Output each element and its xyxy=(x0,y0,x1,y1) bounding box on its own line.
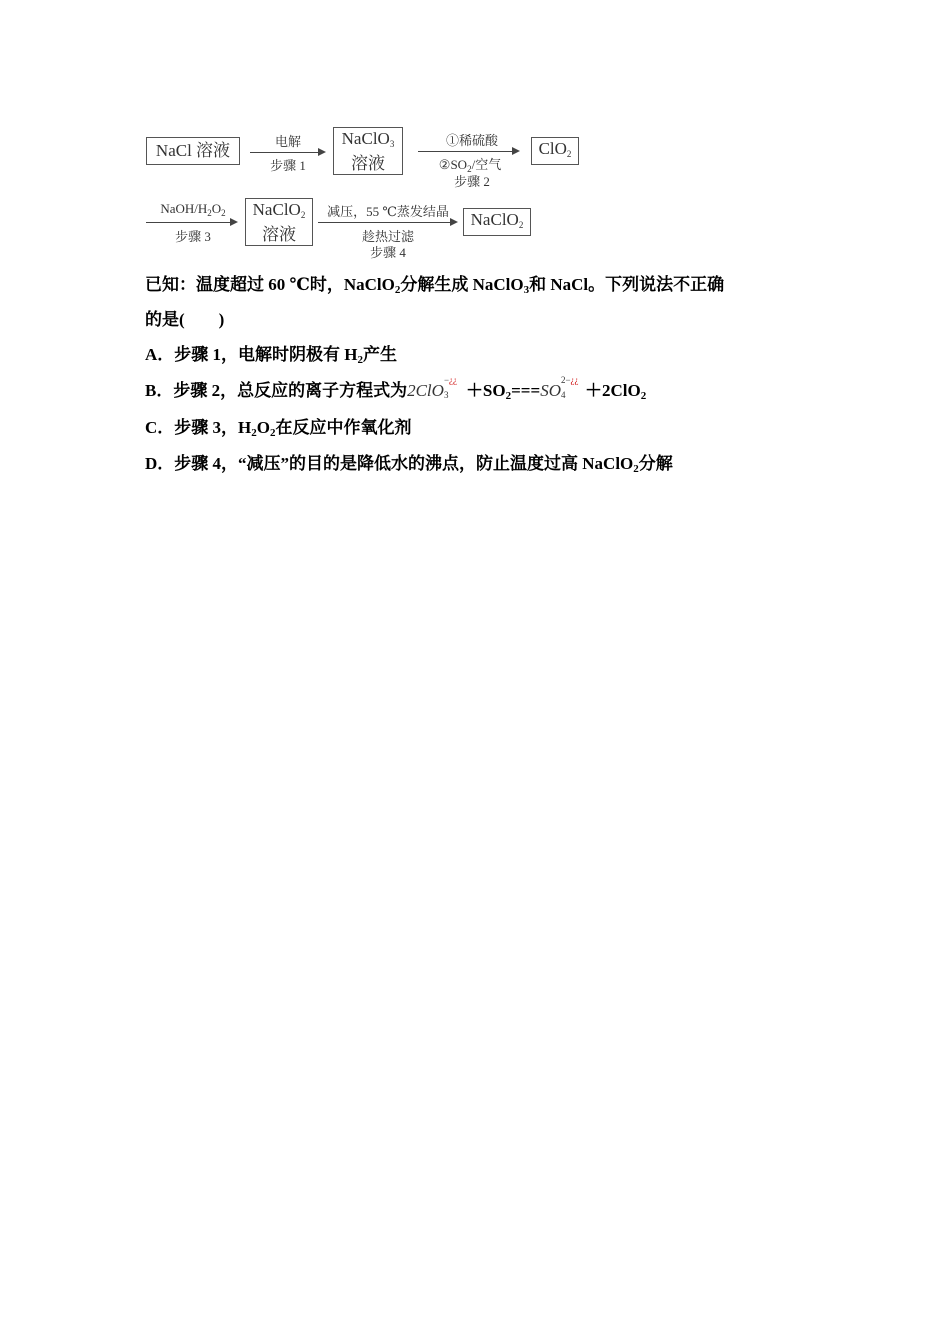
option-b-ion2-formula: SO xyxy=(540,381,561,400)
step4-arrow xyxy=(318,222,456,223)
step2-label xyxy=(422,171,522,190)
option-b-mid: ＋SO xyxy=(465,381,506,400)
step2-mid-b: /空气 xyxy=(471,157,502,172)
naclo2-product-label xyxy=(471,210,524,235)
step2-label-text: 步骤 2 xyxy=(454,174,490,189)
option-b-ion1-charge: − xyxy=(443,375,450,385)
stem-part-c: 和 NaCl。下列说法不正确 xyxy=(529,275,725,294)
option-b-ion2-garble: ¿¿ xyxy=(570,375,579,385)
option-b-pre: B．步骤 2，总反应的离子方程式为 xyxy=(145,381,408,400)
question-stem-line2 xyxy=(145,305,224,330)
step3-top-sub1: 2 xyxy=(207,208,212,218)
option-b-ion2-charge: 2− xyxy=(560,375,571,385)
naclo2-label xyxy=(253,200,306,225)
step3-top-b: O xyxy=(211,201,222,216)
naclo3-solution-box xyxy=(333,127,403,175)
option-d-sub: 2 xyxy=(633,463,639,475)
option-b-ion1-sup-group xyxy=(444,375,457,385)
step4-top-text: 减压，55 ℃蒸发结晶 xyxy=(327,204,449,219)
naclo2-product-formula: NaClO xyxy=(470,209,519,229)
step4-label xyxy=(318,242,458,261)
option-b-mid-sub: 2 xyxy=(505,390,512,402)
option-c-sub1: 2 xyxy=(251,427,257,439)
stem-sub1: 2 xyxy=(394,284,401,296)
stem-part-b: 分解生成 NaClO xyxy=(400,275,524,294)
clo2-label xyxy=(539,139,572,164)
step2-arrow xyxy=(418,151,518,152)
step1-condition xyxy=(258,131,318,150)
clo2-formula: ClO xyxy=(538,138,567,158)
option-d-pre: D．步骤 4，“减压”的目的是降低水的沸点，防止温度过高 NaClO xyxy=(145,454,634,473)
step1-label xyxy=(258,155,318,174)
naclo2-subscript: 2 xyxy=(300,209,306,220)
question-stem-line1 xyxy=(145,270,724,296)
naclo3-formula: NaClO xyxy=(341,128,390,148)
step4-mid-text: 趁热过滤 xyxy=(361,229,414,244)
step3-label xyxy=(146,226,240,245)
option-b-chlorate-ion xyxy=(407,375,466,400)
option-a-pre: A．步骤 1，电解时阴极有 H xyxy=(145,345,358,364)
option-b-coefficient: 2 xyxy=(407,381,416,400)
option-b-post: ＋2ClO xyxy=(584,381,641,400)
option-b-ion2-scripts xyxy=(560,375,585,400)
option-d xyxy=(145,449,673,475)
option-b-ion2-sub: 4 xyxy=(560,390,566,400)
option-a-sub: 2 xyxy=(357,354,363,366)
clo2-box xyxy=(531,137,579,165)
step3-top-a: NaOH/H xyxy=(160,201,208,216)
stem-line2-text: 的是( ) xyxy=(145,310,225,329)
step3-arrow xyxy=(146,222,236,223)
option-c-sub2: 2 xyxy=(269,427,276,439)
option-c xyxy=(145,413,411,439)
option-b xyxy=(145,376,646,402)
option-b-ion1-scripts xyxy=(443,375,466,400)
option-a xyxy=(145,340,397,366)
step2-condition-top-text: ①稀硫酸 xyxy=(445,133,498,148)
naclo2-product-box xyxy=(463,208,531,236)
stem-part-a: 已知：温度超过 60 ℃时，NaClO xyxy=(145,275,395,294)
option-c-post: 在反应中作氧化剂 xyxy=(275,418,412,437)
nacl-solution-label: NaCl 溶液 xyxy=(155,141,231,160)
step1-condition-text: 电解 xyxy=(274,134,301,149)
option-b-ion2-sup-group xyxy=(561,375,579,385)
option-b-sulfate-ion xyxy=(540,375,585,400)
process-flow-diagram xyxy=(0,0,950,270)
step4-label-text: 步骤 4 xyxy=(370,245,406,260)
step2-mid-a: ②SO xyxy=(438,157,468,172)
step3-condition xyxy=(146,201,240,218)
step3-label-text: 步骤 3 xyxy=(175,229,211,244)
step4-condition-top xyxy=(318,201,458,220)
naclo3-solution-word: 溶液 xyxy=(351,153,385,173)
step2-mid-sub: 2 xyxy=(467,164,472,174)
naclo2-solution-word: 溶液 xyxy=(262,224,296,244)
option-b-post-sub: 2 xyxy=(640,390,647,402)
stem-sub2: 3 xyxy=(523,284,530,296)
option-b-equals: === xyxy=(511,381,541,400)
clo2-subscript: 2 xyxy=(566,148,572,159)
step3-top-sub2: 2 xyxy=(221,208,226,218)
naclo2-formula: NaClO xyxy=(252,199,301,219)
naclo2-solution-box xyxy=(245,198,313,246)
option-b-ion1-formula: ClO xyxy=(415,381,444,400)
option-d-post: 分解 xyxy=(638,454,673,473)
option-b-ion1-garble: ¿¿ xyxy=(449,375,458,385)
nacl-solution-box xyxy=(146,137,240,165)
naclo3-label xyxy=(342,129,395,154)
step1-label-text: 步骤 1 xyxy=(270,158,306,173)
step1-arrow xyxy=(250,152,324,153)
step2-condition-top xyxy=(422,130,522,149)
option-c-pre: C．步骤 3，H xyxy=(145,418,252,437)
naclo3-subscript: 3 xyxy=(389,138,395,149)
naclo2-product-subscript: 2 xyxy=(518,219,524,230)
option-b-ion1-sub: 3 xyxy=(443,390,449,400)
option-a-post: 产生 xyxy=(363,345,397,364)
option-c-mid: O xyxy=(256,418,270,437)
